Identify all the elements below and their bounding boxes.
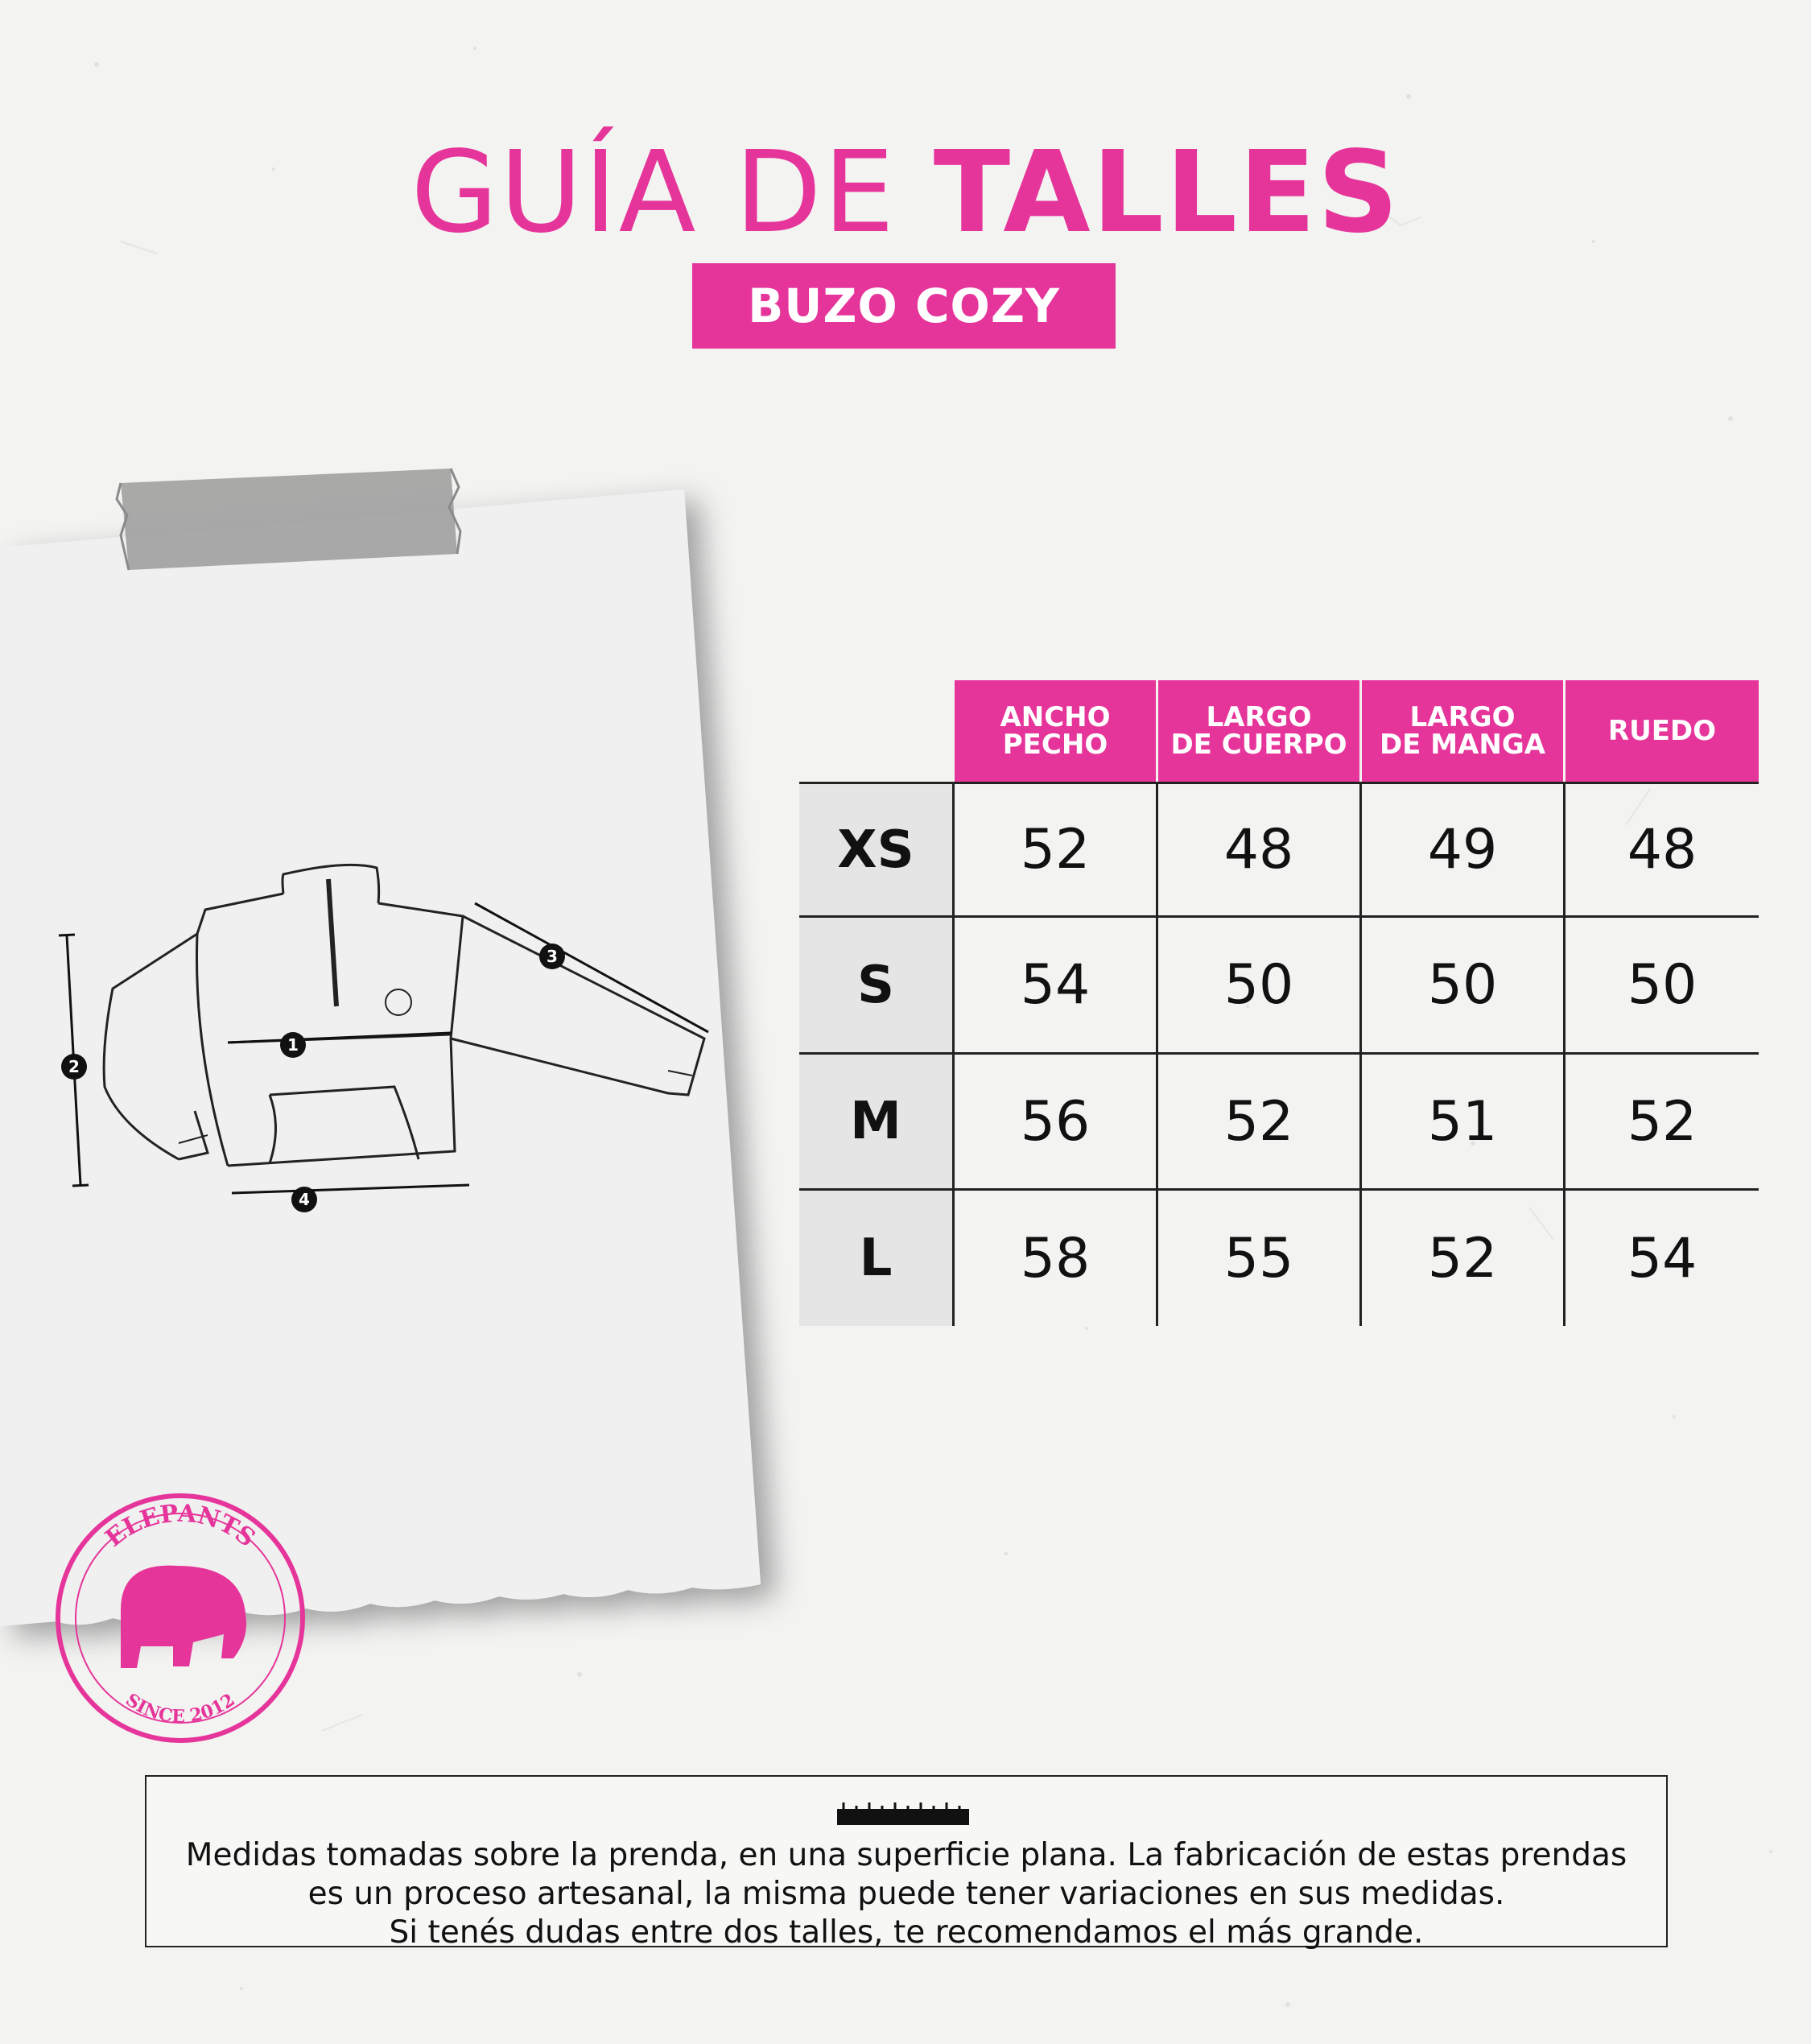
table-cell: 50 <box>1627 953 1698 1017</box>
table-cell: 52 <box>1020 818 1091 882</box>
table-cell: 56 <box>1020 1089 1091 1154</box>
table-cell: 51 <box>1427 1089 1498 1154</box>
table-cell: 54 <box>1020 953 1091 1017</box>
size-s: S <box>799 918 952 1052</box>
size-xs: XS <box>799 784 952 915</box>
table-cell: 48 <box>1223 818 1294 882</box>
measurement-note <box>145 1775 1668 1951</box>
table-cell: 50 <box>1427 953 1498 1017</box>
table-cell: 54 <box>1627 1226 1698 1290</box>
table-cell: 52 <box>1223 1089 1294 1154</box>
marker-2: 2 <box>68 1057 80 1076</box>
table-cell: 52 <box>1427 1226 1498 1290</box>
col-header-ruedo: RUEDO <box>1566 680 1759 782</box>
tape-icon <box>117 469 460 570</box>
marker-4: 4 <box>299 1190 310 1209</box>
logo-since: SINCE 2012 <box>122 1689 239 1728</box>
title-light: GUÍA DE <box>410 127 897 258</box>
table-cell: 55 <box>1223 1226 1294 1290</box>
col-header-ancho-pecho: ANCHO PECHO <box>955 680 1156 782</box>
table-header <box>799 680 1759 782</box>
col-header-largo-manga: LARGO DE MANGA <box>1362 680 1563 782</box>
ruler-icon <box>837 1802 969 1825</box>
table-body <box>799 782 1759 1290</box>
note-line-3: Si tenés dudas entre dos talles, te recomendamos el más grande. <box>389 1914 1424 1951</box>
marker-1: 1 <box>287 1035 299 1055</box>
size-l: L <box>799 1191 952 1326</box>
table-cell: 48 <box>1627 818 1698 882</box>
table-cell: 49 <box>1427 818 1498 882</box>
marker-3: 3 <box>547 947 558 966</box>
table-cell: 50 <box>1223 953 1294 1017</box>
col-header-largo-cuerpo: LARGO DE CUERPO <box>1158 680 1359 782</box>
svg-text:SINCE 2012 <box>122 1690 239 1728</box>
note-line-2: es un proceso artesanal, la misma puede tener variaciones en sus medidas. <box>307 1876 1505 1912</box>
title-bold: TALLES <box>933 127 1401 258</box>
table-cell: 58 <box>1020 1226 1091 1290</box>
logo-brand: ELEPANTS <box>100 1499 261 1553</box>
product-name: BUZO COZY <box>748 279 1060 333</box>
table-cell: 52 <box>1627 1089 1698 1154</box>
note-line-1: Medidas tomadas sobre la prenda, en una superficie plana. La fabricación de estas prendas <box>185 1837 1627 1873</box>
size-m: M <box>799 1055 952 1188</box>
